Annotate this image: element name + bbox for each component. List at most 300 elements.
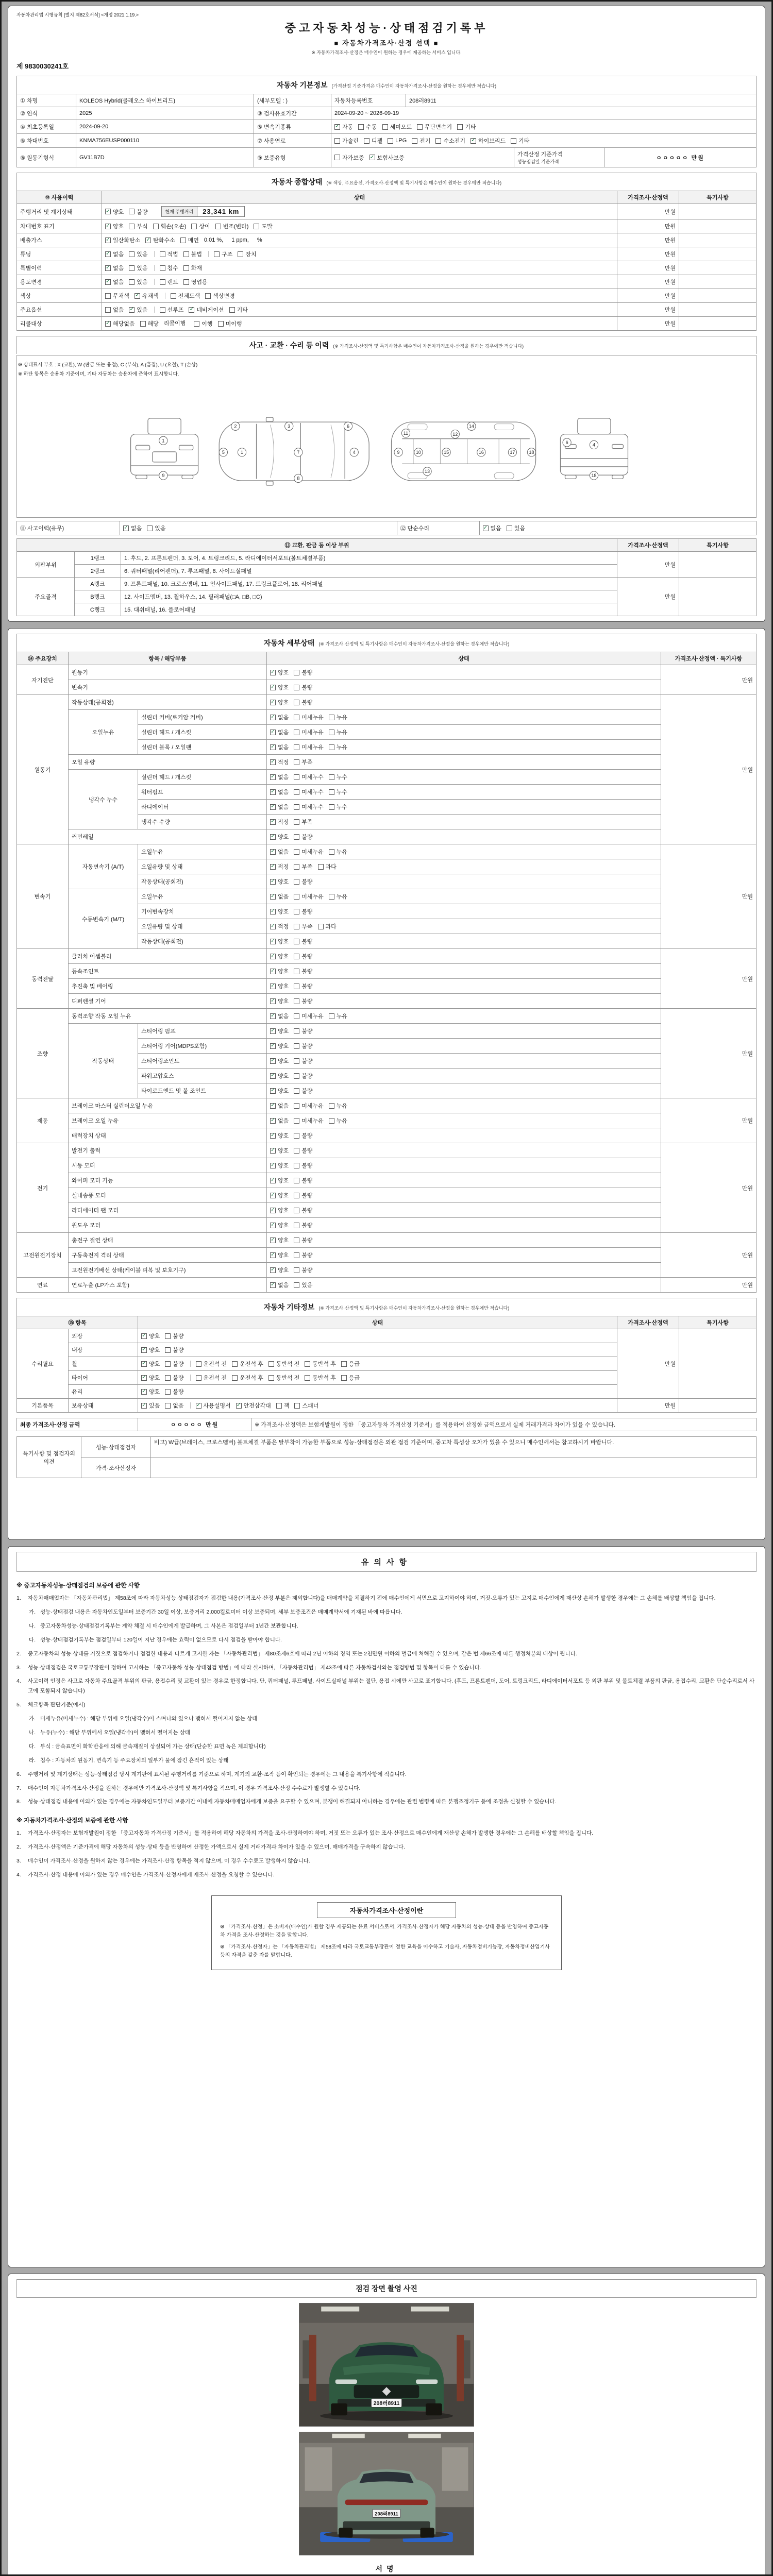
- checkbox-불량[interactable]: [165, 1346, 183, 1354]
- checkbox-있음[interactable]: [507, 524, 525, 532]
- checkbox-동반석 전[interactable]: [268, 1360, 300, 1368]
- checkbox-label: 불량: [301, 1088, 313, 1095]
- checkbox-미세누수[interactable]: [294, 803, 324, 811]
- checkbox-box: [341, 1375, 347, 1381]
- checkbox-색상변경[interactable]: [205, 292, 235, 300]
- checkbox-box: [165, 1375, 171, 1381]
- checkbox-label: 부족: [301, 819, 313, 826]
- checkbox-불량[interactable]: [294, 1072, 312, 1080]
- checkbox-양호[interactable]: [270, 1191, 289, 1199]
- checkbox-누유[interactable]: [329, 728, 347, 736]
- checkbox-label: 장치: [245, 251, 257, 258]
- checkbox-label: 양호: [278, 969, 289, 975]
- usage-label: 배출가스: [17, 233, 102, 247]
- checkbox-불량[interactable]: [294, 833, 312, 841]
- checkbox-없음[interactable]: [483, 524, 501, 532]
- checkbox-불량[interactable]: [294, 1176, 312, 1184]
- checkbox-box: [294, 700, 299, 705]
- checkbox-누수[interactable]: [329, 788, 347, 796]
- checkbox-과다[interactable]: [318, 922, 337, 930]
- checkbox-양호[interactable]: [270, 982, 289, 990]
- checkbox-하이브리드[interactable]: [470, 137, 506, 145]
- law-note: 자동차관리법 시행규칙 [별지 제82호서식] <개정 2021.1.19.>: [16, 12, 139, 18]
- notice-subitem-text: 누유(누수) : 해당 부위에서 오일(냉각수)이 맺혀서 떨어지는 상태: [40, 1730, 190, 1736]
- checkbox-과다[interactable]: [318, 862, 337, 871]
- item-label: 오일누유: [138, 844, 267, 859]
- item-label: 윈도우 모터: [69, 1218, 267, 1233]
- checkbox-label: 미세누수: [301, 804, 324, 811]
- fuel-options: [331, 134, 757, 148]
- item-label: 클러치 어셈블리: [69, 949, 267, 964]
- panel-items: 1. 후드, 2. 프론트펜더, 3. 도어, 4. 트렁크리드, 5. 라디에이터서포트(볼트체결부품): [121, 552, 617, 565]
- checkbox-box: [232, 1361, 238, 1367]
- checkbox-없음[interactable]: [105, 306, 124, 314]
- price-amount: 만원: [617, 1399, 679, 1413]
- inspection-label: ③ 검사유효기간: [254, 107, 331, 120]
- checkbox-불량[interactable]: [294, 1042, 312, 1050]
- inspector-opinion-text: 비고) W급(브레이스, 크로스멤버) 볼트체결 부품은 탈부착이 가능한 부품으로 성능·상태점검은 외관 점검 기준이며, 중고차 특성상 오차가 있을 수 있으니 매수인께서는 참고하시기 바랍니다.: [151, 1437, 757, 1458]
- special-note: [679, 317, 757, 331]
- checkbox-침수[interactable]: [160, 264, 178, 272]
- checkbox-미세누수[interactable]: [294, 788, 324, 796]
- checkbox-양호[interactable]: [141, 1374, 160, 1382]
- checkbox-label: 있음: [149, 1403, 160, 1410]
- checkbox-누유[interactable]: [329, 743, 347, 751]
- checkbox-구조[interactable]: [214, 250, 232, 258]
- checkbox-없음[interactable]: [270, 803, 289, 811]
- checkbox-box: [341, 1361, 347, 1367]
- checkbox-box: [171, 293, 176, 299]
- checkbox-응급[interactable]: [341, 1374, 360, 1382]
- checkbox-탄화수소[interactable]: [145, 236, 175, 244]
- checkbox-있음[interactable]: [129, 306, 147, 314]
- item-label: 구동축전지 격리 상태: [69, 1248, 267, 1263]
- checkbox-미세누유[interactable]: [294, 1101, 324, 1110]
- checkbox-label: 없음: [113, 279, 124, 285]
- checkbox-label: 하이브리드: [478, 138, 506, 144]
- checkbox-누수[interactable]: [329, 773, 347, 781]
- checkbox-box: [268, 1375, 274, 1381]
- checkbox-부족[interactable]: [294, 862, 312, 871]
- notice-item-text: 사고이력 인정은 사고로 자동차 주요골격 부위의 판금, 용접수리 및 교환이 있는 경우로 한정합니다. 단, 쿼터패널, 루프패널, 사이드실패널 부위는 절단, 용접 시에만 사고로 표기합니다. (후드, 프론트펜더, 도어, 트렁크리드, 라디에이터서포트 등 외판 부위 및 볼트체결 부품의 판금, 용접수리, 교환은 단순수리로서 사고에 포함되지 않습니다): [28, 1678, 755, 1694]
- checkbox-세미오토[interactable]: [382, 123, 412, 131]
- checkbox-불량[interactable]: [294, 1251, 312, 1259]
- checkbox-미세누유[interactable]: [294, 713, 324, 721]
- checkbox-불량[interactable]: [294, 997, 312, 1005]
- checkbox-미세누유[interactable]: [294, 743, 324, 751]
- checkbox-적정[interactable]: [270, 862, 289, 871]
- checkbox-box: [334, 155, 340, 160]
- checkbox-불량[interactable]: [294, 1057, 312, 1065]
- checkbox-없음[interactable]: [270, 1012, 289, 1020]
- checkbox-불량[interactable]: [294, 1191, 312, 1199]
- checkbox-양호[interactable]: [105, 208, 124, 216]
- checkbox-label: 있음: [137, 265, 148, 272]
- exchange-table: [16, 538, 757, 616]
- item-label: 스티어링 기어(MDPS포함): [138, 1039, 267, 1054]
- checkbox-불량[interactable]: [294, 1027, 312, 1035]
- checkbox-미세누유[interactable]: [294, 1116, 324, 1125]
- checkbox-label: 없음: [173, 1403, 184, 1410]
- checkbox-양호[interactable]: [270, 1131, 289, 1140]
- checkbox-없음[interactable]: [165, 1401, 183, 1410]
- checkbox-양호[interactable]: [270, 1206, 289, 1214]
- checkbox-양호[interactable]: [270, 1042, 289, 1050]
- checkbox-부족[interactable]: [294, 818, 312, 826]
- checkbox-자동[interactable]: [334, 123, 353, 131]
- photo-title-text: 점검 장면 촬영 사진: [356, 2284, 417, 2293]
- checkbox-수소전기[interactable]: [435, 137, 465, 145]
- checkbox-없음[interactable]: [105, 278, 124, 286]
- checkbox-누유[interactable]: [329, 1116, 347, 1125]
- checkbox-미세누유[interactable]: [294, 892, 324, 901]
- checkbox-불량[interactable]: [294, 877, 312, 886]
- checkbox-화재[interactable]: [183, 264, 202, 272]
- etc-item-state: [138, 1371, 617, 1385]
- checkbox-불량[interactable]: [294, 1131, 312, 1140]
- checkbox-일산화탄소[interactable]: [105, 236, 140, 244]
- checkbox-불량[interactable]: [165, 1360, 183, 1368]
- checkbox-미세누유[interactable]: [294, 728, 324, 736]
- checkbox-가솔린[interactable]: [334, 137, 359, 145]
- checkbox-사용설명서[interactable]: [196, 1401, 231, 1410]
- checkbox-불량[interactable]: [294, 937, 312, 945]
- diagram-point-number: 1: [161, 438, 164, 444]
- notice-subitem: [29, 1714, 757, 1724]
- checkbox-양호[interactable]: [270, 1251, 289, 1259]
- checkbox-있음[interactable]: [294, 1281, 312, 1289]
- checkbox-양호[interactable]: [270, 1087, 289, 1095]
- price-amount: 만원: [617, 303, 679, 317]
- checkbox-양호[interactable]: [270, 1057, 289, 1065]
- checkbox-미이행[interactable]: [218, 319, 242, 328]
- checkbox-box: [483, 526, 489, 531]
- checkbox-label: 불량: [301, 1208, 313, 1214]
- checkbox-불량[interactable]: [129, 208, 147, 216]
- checkbox-label: 양호: [278, 685, 289, 691]
- checkbox-box: [270, 1013, 276, 1019]
- checkbox-자가보증[interactable]: [334, 154, 364, 162]
- checkbox-적정[interactable]: [270, 818, 289, 826]
- checkbox-box: [105, 209, 111, 214]
- checkbox-전체도색[interactable]: [171, 292, 200, 300]
- checkbox-양호[interactable]: [270, 698, 289, 706]
- checkbox-box: [270, 1178, 276, 1183]
- checkbox-선루프[interactable]: [160, 306, 184, 314]
- etc-item-label: 유리: [69, 1385, 138, 1399]
- checkbox-기타[interactable]: [511, 137, 529, 145]
- checkbox-label: 양호: [278, 1238, 289, 1244]
- checkbox-LPG[interactable]: [388, 138, 407, 144]
- checkbox-운전석 후[interactable]: [232, 1374, 263, 1382]
- checkbox-없음[interactable]: [123, 524, 142, 532]
- checkbox-미세누유[interactable]: [294, 1012, 324, 1020]
- checkbox-응급[interactable]: [341, 1360, 360, 1368]
- divider: [190, 1361, 191, 1367]
- checkbox-양호[interactable]: [270, 1236, 289, 1244]
- checkbox-양호[interactable]: [270, 1027, 289, 1035]
- summary-table: [16, 191, 757, 331]
- checkbox-label: 양호: [278, 1163, 289, 1170]
- odometer-value: 23,341 km: [203, 208, 240, 215]
- checkbox-불량[interactable]: [294, 967, 312, 975]
- checkbox-box: [270, 864, 276, 870]
- item-state: [267, 1263, 661, 1278]
- checkbox-box: [294, 1013, 299, 1019]
- checkbox-없음[interactable]: [270, 743, 289, 751]
- checkbox-불량[interactable]: [294, 1236, 312, 1244]
- etc-col-state: 상태: [138, 1316, 617, 1329]
- checkbox-box: [123, 526, 129, 531]
- checkbox-양호[interactable]: [270, 952, 289, 960]
- checkbox-box: [294, 1163, 299, 1168]
- checkbox-해당없음[interactable]: [105, 319, 135, 328]
- accident-history-row: [17, 521, 757, 535]
- checkbox-box: [329, 774, 334, 780]
- detail-row: [17, 979, 757, 994]
- diagram-point-number: 16: [478, 450, 484, 455]
- checkbox-box: [329, 1103, 334, 1109]
- checkbox-불량[interactable]: [294, 982, 312, 990]
- checkbox-있음[interactable]: [129, 264, 147, 272]
- checkbox-불량[interactable]: [294, 1146, 312, 1155]
- divider: [154, 279, 155, 285]
- checkbox-장치[interactable]: [238, 250, 256, 258]
- checkbox-양호[interactable]: [141, 1346, 160, 1354]
- checkbox-label: 불량: [301, 1028, 313, 1035]
- item-state: [267, 979, 661, 994]
- checkbox-부족[interactable]: [294, 922, 312, 930]
- detail-row: [17, 949, 757, 964]
- checkbox-미세누유[interactable]: [294, 848, 324, 856]
- checkbox-보험사보증[interactable]: [369, 154, 405, 162]
- checkbox-box: [270, 849, 276, 855]
- item-label: 추진축 및 베어링: [69, 979, 267, 994]
- checkbox-미세누수[interactable]: [294, 773, 324, 781]
- checkbox-상이[interactable]: [191, 222, 210, 230]
- special-note: [679, 1329, 757, 1399]
- checkbox-부식[interactable]: [129, 222, 147, 230]
- checkbox-부족[interactable]: [294, 758, 312, 766]
- item-state: [267, 1054, 661, 1069]
- checkbox-box: [334, 124, 340, 130]
- checkbox-불량[interactable]: [294, 698, 312, 706]
- checkbox-label: 불량: [301, 1223, 313, 1229]
- checkbox-label: 디젤: [371, 138, 383, 144]
- checkbox-양호[interactable]: [270, 967, 289, 975]
- item-label: 작동상태(공회전): [138, 874, 267, 889]
- checkbox-있음[interactable]: [147, 524, 165, 532]
- checkbox-없음[interactable]: [105, 264, 124, 272]
- checkbox-양호[interactable]: [270, 833, 289, 841]
- usage-label: 특별이력: [17, 261, 102, 275]
- etc-item-state: [138, 1399, 617, 1413]
- item-state: [267, 889, 661, 904]
- checkbox-양호[interactable]: [270, 1072, 289, 1080]
- checkbox-불량[interactable]: [294, 1206, 312, 1214]
- checkbox-불량[interactable]: [294, 668, 312, 676]
- checkbox-양호[interactable]: [270, 668, 289, 676]
- notice-item-number: 4.: [16, 1872, 21, 1878]
- panel-group-label: 주요골격: [17, 578, 75, 616]
- checkbox-box: [294, 1028, 299, 1034]
- checkbox-없음[interactable]: [105, 250, 124, 258]
- checkbox-누유[interactable]: [329, 848, 347, 856]
- checkbox-없음[interactable]: [270, 892, 289, 901]
- notice-subitem: [29, 1728, 757, 1738]
- checkbox-불량[interactable]: [294, 1087, 312, 1095]
- checkbox-label: 없음: [278, 1103, 289, 1110]
- checkbox-불량[interactable]: [165, 1332, 183, 1340]
- checkbox-운전석 전[interactable]: [196, 1374, 227, 1382]
- checkbox-운전석 후[interactable]: [232, 1360, 263, 1368]
- checkbox-있음[interactable]: [141, 1401, 160, 1410]
- checkbox-양호[interactable]: [105, 222, 124, 230]
- checkbox-없음[interactable]: [270, 1101, 289, 1110]
- checkbox-box: [294, 1238, 299, 1243]
- checkbox-없음[interactable]: [270, 1116, 289, 1125]
- checkbox-전기[interactable]: [412, 137, 430, 145]
- checkbox-불량[interactable]: [294, 907, 312, 916]
- checkbox-label: 있음: [137, 279, 148, 285]
- checkbox-label: 있음: [301, 1282, 313, 1289]
- checkbox-양호[interactable]: [270, 877, 289, 886]
- basic-row-1: [17, 94, 757, 107]
- summary-row: [17, 303, 757, 317]
- checkbox-있음[interactable]: [129, 250, 147, 258]
- checkbox-변조(변타)[interactable]: [215, 222, 249, 230]
- checkbox-label: 화재: [191, 265, 203, 272]
- inspection-value: 2024-09-20 ~ 2026-09-19: [331, 107, 757, 120]
- checkbox-네비게이션[interactable]: [189, 306, 224, 314]
- checkbox-해당[interactable]: [140, 319, 159, 328]
- checkbox-없음[interactable]: [270, 1281, 289, 1289]
- checkbox-label: 없음: [278, 1282, 289, 1289]
- checkbox-양호[interactable]: [270, 997, 289, 1005]
- checkbox-없음[interactable]: [270, 848, 289, 856]
- checkbox-box: [270, 715, 276, 720]
- notice-section-heading: ※ 자동차가격조사·산정의 보증에 관한 사항: [16, 1818, 128, 1824]
- checkbox-이행[interactable]: [194, 319, 212, 328]
- checkbox-불량[interactable]: [294, 1266, 312, 1274]
- checkbox-label: 없음: [113, 307, 124, 313]
- checkbox-box: [232, 1375, 238, 1381]
- summary-col-price: 가격조사·산정액: [617, 191, 679, 204]
- checkbox-적정[interactable]: [270, 922, 289, 930]
- year-value: 2025: [76, 107, 254, 120]
- checkbox-동반석 후[interactable]: [305, 1374, 336, 1382]
- item-state: [267, 1233, 661, 1248]
- etc-col-price: 가격조사·산정액: [617, 1316, 679, 1329]
- checkbox-불량[interactable]: [294, 683, 312, 691]
- exchange-col-price: 가격조사·산정액: [617, 539, 679, 552]
- checkbox-운전석 전[interactable]: [196, 1360, 227, 1368]
- checkbox-box: [270, 1282, 276, 1288]
- checkbox-양호[interactable]: [270, 1146, 289, 1155]
- checkbox-수동[interactable]: [358, 123, 377, 131]
- checkbox-불량[interactable]: [294, 1161, 312, 1170]
- checkbox-label: 양호: [278, 984, 289, 990]
- item-label: 오일 유량: [69, 755, 267, 770]
- checkbox-box: [270, 984, 276, 989]
- checkbox-양호[interactable]: [141, 1387, 160, 1396]
- checkbox-label: 전체도색: [178, 293, 200, 299]
- checkbox-잭[interactable]: [276, 1401, 290, 1410]
- checkbox-동반석 전[interactable]: [268, 1374, 300, 1382]
- checkbox-불량[interactable]: [294, 1221, 312, 1229]
- checkbox-box: [294, 939, 299, 944]
- checkbox-양호[interactable]: [270, 1266, 289, 1274]
- checkbox-불량[interactable]: [165, 1374, 183, 1382]
- item-label: 커먼레일: [69, 829, 267, 844]
- checkbox-양호[interactable]: [270, 937, 289, 945]
- checkbox-적법[interactable]: [160, 250, 178, 258]
- checkbox-label: 운전석 전: [203, 1375, 227, 1382]
- checkbox-적정[interactable]: [270, 758, 289, 766]
- checkbox-누유[interactable]: [329, 1012, 347, 1020]
- device-label: 자기진단: [17, 665, 69, 695]
- checkbox-무단변속기[interactable]: [417, 123, 452, 131]
- checkbox-불법[interactable]: [183, 250, 202, 258]
- checkbox-동반석 후[interactable]: [305, 1360, 336, 1368]
- checkbox-누유[interactable]: [329, 713, 347, 721]
- checkbox-무채색[interactable]: [105, 292, 129, 300]
- checkbox-기타[interactable]: [229, 306, 248, 314]
- checkbox-없음[interactable]: [270, 773, 289, 781]
- checkbox-없음[interactable]: [270, 728, 289, 736]
- checkbox-box: [270, 774, 276, 780]
- item-state: [267, 934, 661, 949]
- checkbox-누유[interactable]: [329, 892, 347, 901]
- opinion-title-label: 특기사항 및 점검자의 의견: [17, 1437, 81, 1478]
- checkbox-매연[interactable]: [180, 236, 199, 244]
- accident-title-text: 사고 · 교환 · 수리 등 이력: [249, 341, 329, 350]
- etc-item-state: [138, 1385, 617, 1399]
- checkbox-없음[interactable]: [270, 713, 289, 721]
- checkbox-도말[interactable]: [254, 222, 272, 230]
- checkbox-누유[interactable]: [329, 1101, 347, 1110]
- checkbox-디젤[interactable]: [364, 137, 382, 145]
- checkbox-양호[interactable]: [270, 1161, 289, 1170]
- checkbox-있음[interactable]: [129, 278, 147, 286]
- checkbox-스패너[interactable]: [294, 1401, 318, 1410]
- checkbox-렌트[interactable]: [160, 278, 178, 286]
- checkbox-양호[interactable]: [141, 1332, 160, 1340]
- checkbox-label: 매연: [188, 238, 199, 244]
- checkbox-안전삼각대[interactable]: [236, 1401, 271, 1410]
- checkbox-label: 불량: [301, 700, 313, 706]
- checkbox-양호[interactable]: [270, 907, 289, 916]
- checkbox-불량[interactable]: [294, 952, 312, 960]
- detail-col-state: 상태: [267, 652, 661, 665]
- checkbox-유채색[interactable]: [135, 292, 159, 300]
- checkbox-없음[interactable]: [270, 788, 289, 796]
- checkbox-label: 양호: [278, 670, 289, 676]
- item-label: 변속기: [69, 680, 267, 695]
- checkbox-양호[interactable]: [141, 1360, 160, 1368]
- checkbox-양호[interactable]: [270, 1221, 289, 1229]
- checkbox-label: 기타: [465, 124, 476, 130]
- checkbox-누수[interactable]: [329, 803, 347, 811]
- checkbox-양호[interactable]: [270, 1176, 289, 1184]
- checkbox-기타[interactable]: [457, 123, 476, 131]
- checkbox-불량[interactable]: [165, 1387, 183, 1396]
- checkbox-양호[interactable]: [270, 683, 289, 691]
- checkbox-box: [270, 1163, 276, 1168]
- checkbox-영업용[interactable]: [183, 278, 208, 286]
- etc-title-note: (※ 가격조사·산정액 및 특기사항은 매수인이 자동차가격조사·산정을 원하는 경우에만 적습니다): [318, 1306, 510, 1311]
- checkbox-훼손(오손)[interactable]: [153, 222, 187, 230]
